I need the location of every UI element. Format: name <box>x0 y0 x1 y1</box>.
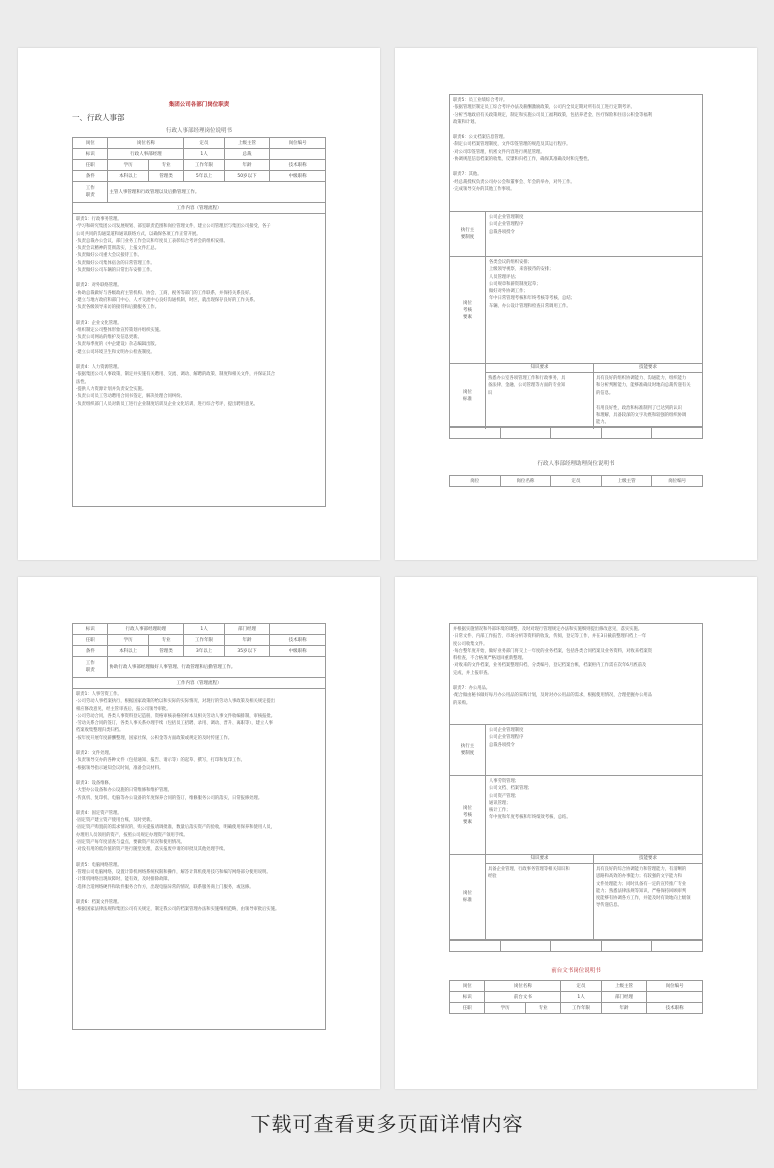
text-line: 公司规章和薪资制度起草； <box>489 281 541 287</box>
cell: 工作年限 <box>561 1003 601 1014</box>
knowledge-header: 知识要求 <box>486 855 593 864</box>
text-line: 核计工作； <box>489 808 511 814</box>
text-line: 总裁各项授令 <box>489 742 515 748</box>
text-line: ·分析当地政府有关政策规定，制定和实施公司员工福利政策，包括养老金、医疗保险和住房公积金等福利 <box>453 112 653 118</box>
cell: 标识 <box>73 149 108 160</box>
cell: 专业 <box>525 1003 560 1014</box>
text-line: 职责6：档案文件管理。 <box>76 899 122 905</box>
text-line: ·依据集团公司人事政策，制定并实施有关聘用、交流、调动、解聘的政策、制度和相关文件，并保证其合 <box>76 372 276 378</box>
skill-cell <box>594 364 702 429</box>
text-line: ·协助总裁做好与各级政府主管机构、协会、工商、税务等部门的工作联系，并保持关系良好。 <box>76 290 254 296</box>
text-line: ·每台整年度开始，做好业务部门将交上一年度的业务档案，包括各类合同档案及业务资料，对收来档案资 <box>453 648 653 654</box>
text-line: ·计算机网络出现故障时，能有效，及时排除故障。 <box>76 877 172 883</box>
cell: 定员 <box>561 981 601 992</box>
cell <box>450 941 501 952</box>
label: 岗位 <box>463 891 472 896</box>
cell: 管理类 <box>148 171 183 182</box>
label: 要制度 <box>460 235 475 240</box>
text-line: 职责4：固定资产管理。 <box>76 810 122 816</box>
cell <box>500 428 551 439</box>
cell: 总裁 <box>224 149 270 160</box>
eval-list <box>486 257 702 363</box>
skill-cell <box>594 855 702 939</box>
text-line: 公司企业管理程序 <box>489 222 524 228</box>
next-table-title: 前台文书岗位说明书 <box>551 968 601 974</box>
table-row <box>73 171 326 182</box>
text-line: 职责5：员工业绩综合考评。 <box>453 98 508 103</box>
text-line: ·日常文件、内部工作报告、市场分析等资料的收发，传阅，登记等工作，并在3日截前整理归档上一年 <box>453 634 647 640</box>
cell: 1人 <box>561 992 601 1003</box>
label: 执行主 <box>460 744 475 749</box>
cell: 标识 <box>450 992 485 1003</box>
eval-row <box>449 776 703 855</box>
cell: 专业 <box>148 635 183 646</box>
text-line: 和理解，具备较深的文字功底和较强的组织协调 <box>596 413 687 419</box>
text-line: 的采购。 <box>453 700 471 706</box>
cell: 上级主管 <box>601 981 647 992</box>
cell: 中级职称 <box>270 646 326 657</box>
cell: 年龄 <box>224 160 270 171</box>
text-line: 公司共同的沟通渠道和通讯联络方式，以确保各项工作正常开展。 <box>76 231 201 237</box>
next-position-table <box>449 475 703 487</box>
cell <box>601 941 652 952</box>
cell: 上级主管 <box>224 138 270 149</box>
text-line: ·对没有用的低价值的资产进行随堂处理，落实报废申请的审批及其他处理手续。 <box>76 847 228 853</box>
knowledge-header: 知识要求 <box>486 364 593 373</box>
cell: 任职 <box>73 160 108 171</box>
cell: 岗位 <box>73 138 108 149</box>
text-line: ·学习和研究集团公司发展规划、部室职责范围和岗位管理文件，建立公司管理层与集团公司接受，各子 <box>76 224 271 230</box>
text-line: 有用良好性，政治和标准制到了已达到的认识 <box>596 405 682 411</box>
cell: 本科以上 <box>108 646 148 657</box>
text-line: 人员管理评估； <box>489 274 520 280</box>
text-line <box>76 742 322 750</box>
cell <box>500 941 551 952</box>
eval-list <box>486 776 702 854</box>
cell <box>270 624 326 635</box>
table-row <box>73 624 326 635</box>
text-line: 职责2：文件处理。 <box>76 751 114 757</box>
cell: 协助行政人事部经理做好人事管理、行政管理和后勤管理工作。 <box>108 657 326 678</box>
cell: 技术职称 <box>270 635 326 646</box>
text-line <box>76 312 322 320</box>
text-line <box>596 397 700 405</box>
content-lines <box>453 626 699 707</box>
cell: 岗位名称 <box>500 476 551 487</box>
text-line: 年中度和年度考核和年终绩效考核、总结。 <box>489 815 571 821</box>
text-line: 总裁各项授令 <box>489 229 515 235</box>
text-line <box>453 126 699 134</box>
text-line: 通讯管理； <box>489 800 511 806</box>
text-line: ·大型办公设备和办公设施的日常维修和维护管理。 <box>76 788 172 794</box>
cell <box>551 428 602 439</box>
cell: 岗位名称 <box>485 981 561 992</box>
cell: 工作年限 <box>184 160 224 171</box>
cell: 部门经理 <box>224 624 270 635</box>
label: 要制度 <box>460 751 475 756</box>
cell: 专业 <box>148 160 183 171</box>
content-lines <box>76 691 322 913</box>
text-line: ·固定资产每年度清查与盘点，要做资产状况和使用情况。 <box>76 840 185 846</box>
text-line: ·劳动关系合同的签订，各类人事关系办理手续（包括员工招聘、录用、调动、晋升、离职等），建立人事 <box>76 721 273 727</box>
cell: 学历 <box>108 635 148 646</box>
text-line: 熟悉办公室各项管理工作和行政事务，具 <box>488 376 566 381</box>
text-line <box>76 802 322 810</box>
cell: 管理类 <box>148 646 183 657</box>
doc-title: 集团公司各部门岗位职责 <box>168 102 230 108</box>
text-line: 年中日常管理考核和年终考核等考核、总结； <box>489 296 575 302</box>
text-line: 思路和高效的办事能力；有较强的文字能力和 <box>596 874 682 880</box>
cell: 行政人事部经理 <box>108 149 184 160</box>
text-line: 并根据实施情况和外部环境的调整，及时对现行管理规定办法和实施细则提出修改意见，落实实施。 <box>453 627 643 632</box>
text-line: 识 <box>488 390 493 396</box>
cell: 5年以上 <box>184 171 224 182</box>
text-line <box>76 274 322 282</box>
text-line: ·配合做由秘书做好每月办公用品的采购计划，及时对办公用品的需求，根据使用情况，合理把握办公用品 <box>453 693 653 699</box>
text-line: ·制定公司档案管理制度，文件印签管理的规范及其运行程序。 <box>453 142 571 148</box>
exec-row <box>449 212 703 257</box>
text-line: 法性。 <box>76 379 89 385</box>
cell: 年龄 <box>224 635 270 646</box>
cell: 工作内容（管理流程） <box>73 203 326 214</box>
position-table <box>72 623 326 689</box>
text-line <box>453 677 699 685</box>
cell: 本科以上 <box>108 171 148 182</box>
text-line: 度公司收集文件。 <box>453 641 488 647</box>
text-line: 职责7：其他。 <box>453 172 482 178</box>
text-line: 政策和计划。 <box>453 119 479 125</box>
cell: 标识 <box>73 624 108 635</box>
text-line: 职责3：企业文化管理。 <box>76 320 122 326</box>
cell: 部门经理 <box>601 992 647 1003</box>
cell: 岗位编号 <box>652 476 703 487</box>
exec-list <box>486 725 702 775</box>
cell: 3年以上 <box>184 646 224 657</box>
text-line: 能力；熟悉法律法规等知识，严格保持回顾审判 <box>596 888 687 894</box>
cell: 1人 <box>184 149 224 160</box>
text-line <box>76 356 322 364</box>
text-line: ·负责公司员工劳动聘用合同书签定，解决处理合同纠纷。 <box>76 394 185 400</box>
cell: 岗位 <box>450 476 501 487</box>
text-line <box>76 772 322 780</box>
exec-row <box>449 725 703 776</box>
cell: 50岁以下 <box>224 171 270 182</box>
side-label <box>450 212 486 256</box>
text-line: 文件处理能力；同时具备有一定的宣传推广专业 <box>596 881 687 887</box>
text-line: 职责4：人力资源管理。 <box>76 365 122 371</box>
text-line: ·负责做好公司集体宿舍的日常管理工作。 <box>76 260 155 266</box>
label: 岗位 <box>463 300 472 306</box>
cell: 前台文书 <box>485 992 561 1003</box>
cell: 岗位 <box>450 981 485 992</box>
skill-header: 技能要求 <box>594 855 702 864</box>
eval-row <box>449 257 703 364</box>
text-line: ·对公司印签管理，机密文件内容进行规范管理。 <box>453 149 545 155</box>
blank-row <box>449 940 703 952</box>
cell: 35岁以下 <box>224 646 270 657</box>
text-line <box>453 163 699 171</box>
next-table-title: 行政人事部经理助理岗位说明书 <box>537 461 615 467</box>
label: 工作 <box>85 186 95 191</box>
table-row <box>73 138 326 149</box>
table-row <box>450 992 703 1003</box>
text-line: 办理用人员领用的资产，按照公司规定办理资产领用手续。 <box>76 832 188 838</box>
text-line: 公司文档、档案管理； <box>489 786 532 792</box>
section-title: 一、行政人事部 <box>72 113 125 122</box>
cell: 上级主管 <box>601 476 652 487</box>
text-line: ·组织制定公司整体形象宣传策划并组织实施。 <box>76 327 164 333</box>
download-caption: 下载可查看更多页面详情内容 <box>250 1112 524 1136</box>
cell: 定员 <box>184 138 224 149</box>
text-line: ·建立与地方政府和部门中心、人才交流中心良好沟通机制，时区，就出现保存良好的工作关系。 <box>76 297 258 303</box>
label: 岗位 <box>463 805 472 811</box>
label: 职责 <box>85 193 95 198</box>
cell: 岗位编号 <box>270 138 326 149</box>
text-line: 职责1：人事劳资工作。 <box>76 692 122 697</box>
table-row <box>73 160 326 171</box>
text-line: 的信息。 <box>596 390 614 396</box>
label: 要素 <box>463 819 472 825</box>
text-line: 料检查，不合格须严格退回重新整理。 <box>453 656 527 662</box>
content-box <box>449 623 703 725</box>
text-line: 做好对外协调工作； <box>489 289 528 295</box>
text-line: ·负责公司网站的维护及信息更新。 <box>76 335 142 341</box>
cell: 条件 <box>73 171 108 182</box>
doc-page-1 <box>18 48 380 560</box>
text-line: ·根据国家法律法规和集团公司有关规定，制定我公司的档案管理办法和实施细则范畴，由领导审批后实施。 <box>76 907 280 913</box>
text-line: ·负责领导交办的各种文件（包括通知、报告、请示等）的起草、撰写，打印和复印工作。 <box>76 758 245 764</box>
text-line: 备法律、金融、公司管理等方面的专业知 <box>488 383 566 389</box>
table-row <box>450 981 703 992</box>
label: 考核 <box>463 812 472 818</box>
text-line: 具有良好的综合协调能力和管理能力，有清晰的 <box>596 867 687 872</box>
cell: 学历 <box>485 1003 525 1014</box>
content-lines <box>76 216 322 408</box>
cell <box>270 149 326 160</box>
text-line: ·负责总裁办公会议、部门业务工作会议和年度员工表彰综合考评会的组织安排。 <box>76 238 228 244</box>
text-line: ·完成领导交办的其他工作事项。 <box>453 186 515 192</box>
text-line: ·协调规范信息档案的收集、反馈和归档工作，确保其准确及时和完整性。 <box>453 157 592 163</box>
position-table <box>72 137 326 214</box>
table-row <box>73 149 326 160</box>
text-line: 相应修改意见，经主管审查后，报公司领导审批。 <box>76 706 171 712</box>
text-line: 职责2：对外联络管理。 <box>76 283 122 289</box>
cell <box>647 992 703 1003</box>
text-line <box>76 891 322 899</box>
cell: 技术职称 <box>647 1003 703 1014</box>
table-row <box>450 1003 703 1014</box>
cell <box>652 428 703 439</box>
text-line: ·对收来的文件档案，业务档案整理归档，分类编号，登记档案台帐，档案柜内工作需在次年6月底前及 <box>453 663 647 669</box>
table-row <box>73 678 326 689</box>
content-box <box>72 214 326 507</box>
text-line: 度能够有协调各方工作，并能及时有效地向上级领 <box>596 896 691 902</box>
text-line: 职责5：电脑网络管理。 <box>76 862 122 868</box>
label: 标准 <box>463 397 472 403</box>
text-line: 职责3：设备维修。 <box>76 780 114 786</box>
text-line: 和分析判断能力，能够准确及时地向总裁传递有关 <box>596 383 691 389</box>
cell: 1人 <box>184 624 224 635</box>
text-line: 导传递信息。 <box>596 903 622 909</box>
skill-header: 技能要求 <box>594 364 702 373</box>
text-line: ·负责做好公司重大会议接待工作。 <box>76 253 142 259</box>
label: 要素 <box>463 314 472 320</box>
text-line: 职责6：公文档案信息管理。 <box>453 135 508 141</box>
text-line: ·负责做好公司车辆的日常出车安排工作。 <box>76 268 155 274</box>
cell: 定员 <box>551 476 602 487</box>
label: 标准 <box>463 898 472 903</box>
cell: 岗位编号 <box>647 981 703 992</box>
content-box <box>72 689 326 1030</box>
label: 工作 <box>85 661 95 666</box>
text-line: 人事劳资管理； <box>489 779 520 784</box>
table-row <box>73 646 326 657</box>
cell: 工作年限 <box>184 635 224 646</box>
text-line: ·负责各级领导来访的接待和后勤服务工作。 <box>76 305 160 311</box>
standard-row <box>449 364 703 427</box>
text-line: 公司企业管理制度 <box>489 215 524 220</box>
text-line: ·公司劳动合同，各类人事资料登记造册，资格审核表格的样本及相关劳动人事文件收编排制，审核报批。 <box>76 713 276 719</box>
text-line: ·依据管理层制定员工综合考评办法及薪酬激励政策，公司内全员定期对所有员工进行定期考评。 <box>453 105 635 111</box>
knowledge-cell <box>486 855 594 939</box>
cell: 主管人事管理和行政管理以及后勤管理工作。 <box>108 182 326 203</box>
doc-page-3 <box>18 577 380 1089</box>
cell: 中级职称 <box>270 171 326 182</box>
side-label <box>450 725 486 775</box>
label: 岗位 <box>463 390 472 396</box>
text-line: ·经总裁授权负责公司办公会和董事会、年会的举办，对外工作。 <box>453 179 575 185</box>
label: 职责 <box>85 668 95 673</box>
cell: 任职 <box>73 635 108 646</box>
cell: 学历 <box>108 160 148 171</box>
side-label <box>450 776 486 854</box>
text-line: 经验 <box>488 874 497 880</box>
table-row <box>73 657 326 678</box>
text-line: 车辆、办公设计管理和检查日常调用工作。 <box>489 303 571 309</box>
cell: 岗位名称 <box>108 138 184 149</box>
knowledge-cell <box>486 364 594 429</box>
text-line: 能力。 <box>596 420 609 426</box>
cell: 任职 <box>450 1003 485 1014</box>
text-line: 档案收集整理归类归档。 <box>76 728 124 734</box>
text-line: ·选择合适网络硬件和软件服务合作方，出现电脑异常的情况，联系服务商上门服务，或送修。 <box>76 884 254 890</box>
table-row <box>73 182 326 203</box>
text-line: ·固定资产购置前的需求情况的，购买提报请调批准，数量后落实资产的验收，明确使用保养和使用人员， <box>76 825 276 831</box>
cell: 行政人事部经理助理 <box>108 624 184 635</box>
text-line: ·建立公司环境卫生和文明办公检查制度。 <box>76 349 155 355</box>
text-line: 具有良好的组织协调能力、沟通能力、组织能力 <box>596 376 687 381</box>
text-line: 具备企业管理、行政事务管理等相关知识和 <box>488 867 570 872</box>
cell: 年龄 <box>601 1003 647 1014</box>
text-line: ·按年度开展年度薪酬整理，国家社保，公积金等方面政策或规定的及时传递工作。 <box>76 735 233 741</box>
table-row <box>73 203 326 214</box>
text-line: ·传真机、复印机、电脑等办公设备的年度保养合同的签订，维修服务公司的落实，日常报修处理。 <box>76 795 263 801</box>
text-line: 上级领导视察、来客接待的安排； <box>489 267 554 273</box>
table-title: 行政人事部经理岗位说明书 <box>165 128 232 134</box>
cell <box>652 941 703 952</box>
text-line: 各类会议的组织安排； <box>489 260 532 265</box>
text-line: ·管理公司电脑网络，设置计算机网络系统权限和操作，解答计算机使用技巧和编写网络部分使用说明。 <box>76 869 271 875</box>
cell <box>73 657 108 678</box>
side-label <box>450 257 486 363</box>
text-line: 公司企业管理制度 <box>489 728 524 733</box>
cell <box>551 941 602 952</box>
standard-row <box>449 855 703 940</box>
cell: 条件 <box>73 646 108 657</box>
text-line: 公司企业管理程序 <box>489 735 524 741</box>
text-line <box>76 854 322 862</box>
doc-page-4 <box>395 577 757 1089</box>
table-row <box>450 476 703 487</box>
text-line: ·固定资产建立资产使用台账，及时更新。 <box>76 818 155 824</box>
text-line: ·负责组织部门人员对新员工进行企业制度培训及企业文化培训，进行综合考评，提出聘用意见。 <box>76 401 258 407</box>
doc-page-2 <box>395 48 757 560</box>
exec-list <box>486 212 702 256</box>
cell <box>450 428 501 439</box>
text-line: ·负责每季度的《中企建设》杂志编辑出版。 <box>76 342 160 348</box>
text-line: 职责1：行政事务管理。 <box>76 217 122 222</box>
cell: 工作内容（管理流程） <box>73 678 326 689</box>
table-row <box>73 635 326 646</box>
text-line: 职责7：办公用品。 <box>453 686 491 692</box>
text-line: 完成，并上报审查。 <box>453 670 492 676</box>
cell <box>73 182 108 203</box>
label: 执行主 <box>460 228 475 233</box>
content-box <box>449 94 703 212</box>
side-label <box>450 855 486 939</box>
side-label <box>450 364 486 429</box>
cell <box>601 428 652 439</box>
content-lines <box>453 97 699 193</box>
text-line: 公司资产管理； <box>489 793 520 799</box>
label: 考核 <box>463 307 472 313</box>
text-line: ·负责会议精神的贯彻落实，上报文件汇总。 <box>76 246 160 252</box>
next-position-table <box>449 980 703 1014</box>
text-line: ·提供人力资源计划并负责安全实施。 <box>76 386 147 392</box>
text-line: ·根据领导指示通知会议时间，准备会议材料。 <box>76 765 164 771</box>
blank-row <box>449 427 703 439</box>
cell: 技术职称 <box>270 160 326 171</box>
text-line: ·公司劳动人事档案执行，根据国家政策的给以和实际的实际情况，对现行的劳动人事政策及相关规定提出 <box>76 699 276 705</box>
